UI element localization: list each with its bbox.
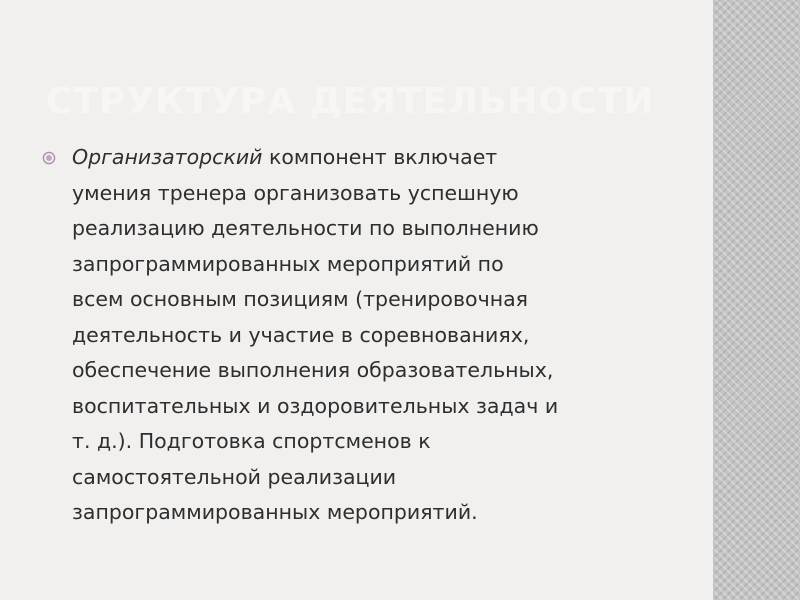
bullet-line: реализацию деятельности по выполнению — [72, 216, 539, 240]
decorative-pattern-strip — [713, 0, 800, 600]
bullet-text — [72, 140, 682, 531]
circle-bullet-icon — [42, 151, 56, 165]
bullet-line: умения тренера организовать успешную — [72, 180, 519, 205]
bullet-line: всем основным позициям (тренировочная — [72, 287, 528, 311]
bullet-line: деятельность и участие в соревнованиях, — [72, 322, 530, 347]
bullet-line: запрограммированных мероприятий по — [72, 251, 504, 276]
bullet-line: воспитательных и оздоровительных задач и — [72, 393, 559, 418]
bullet-item — [42, 140, 682, 531]
bullet-line: запрограммированных мероприятий. — [72, 500, 478, 524]
bullet-emphasis: Организаторский — [72, 145, 263, 169]
slide-content — [42, 140, 682, 531]
bullet-line: самостоятельной реализации — [72, 464, 397, 489]
bullet-line: т. д.). Подготовка спортсменов к — [72, 429, 431, 453]
bullet-line: обеспечение выполнения образовательных, — [72, 358, 554, 382]
slide-title: СТРУКТУРА ДЕЯТЕЛЬНОСТИ — [46, 81, 655, 122]
bullet-line: компонент включает — [262, 145, 498, 169]
